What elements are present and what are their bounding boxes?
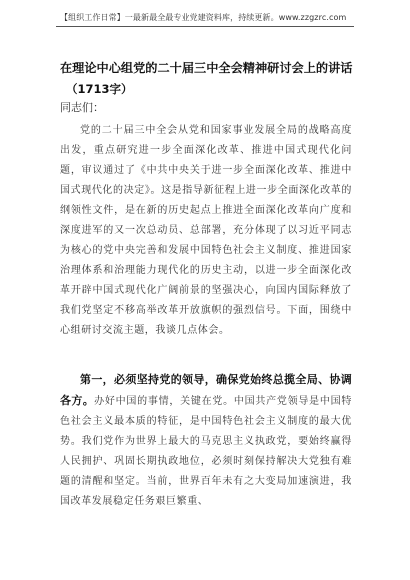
- header-divider: [56, 26, 354, 27]
- paragraph-first-point: [60, 370, 352, 512]
- first-point-heading: 第一，必须坚持党的领导，确保党始终总揽全局、协调各方。: [60, 373, 352, 407]
- word-count: （1713字）: [66, 82, 133, 96]
- paragraph-intro: 党的二十届三中全会从党和国家事业发展全局的战略高度出发，重点研究进一步全面深化改革、推进中国式现代化问题，审议通过了《中共中央关于进一步全面深化改革、推进中国式现代化的决定》。这是指导新征程上进一步全面深化改革的纲领性文件，是在新的历史起点上推进全面深化改革向广度和深度进军的又一次总动员、总部署，充分体现了以习近平同志为核心的党中央完善和发展中国特色社会主义制度、推进国家治理体系和治理能力现代化的历史主动，以进一步全面深化改革开辟中国式现代化广阔前景的坚强决心，向国内国际释放了我们党坚定不移高举改革开放旗帜的强烈信号。下面，围绕中心组研讨交流主题，我谈几点体会。: [60, 125, 352, 336]
- salutation: 同志们：: [60, 101, 104, 114]
- document-title: 在理论中心组党的二十届三中全会精神研讨会上的讲话: [60, 61, 353, 75]
- header-note: 【组织工作日常】一最新最全最专业党建资料库，持续更新。www.zzgzrc.com: [60, 13, 347, 22]
- first-point-text: 办好中国的事情，关键在党。中国共产党领导是中国特色社会主义最本质的特征，是中国特色社会主义制度的最大优势。我们党作为世界上最大的马克思主义执政党，要始终赢得人民拥护、巩固长期执政地位，必须时刻保持解决大党独有难题的清醒和坚定。当前，世界百年未有之大变局加速演进，我国改革发展稳定任务艰巨繁重、: [60, 396, 352, 507]
